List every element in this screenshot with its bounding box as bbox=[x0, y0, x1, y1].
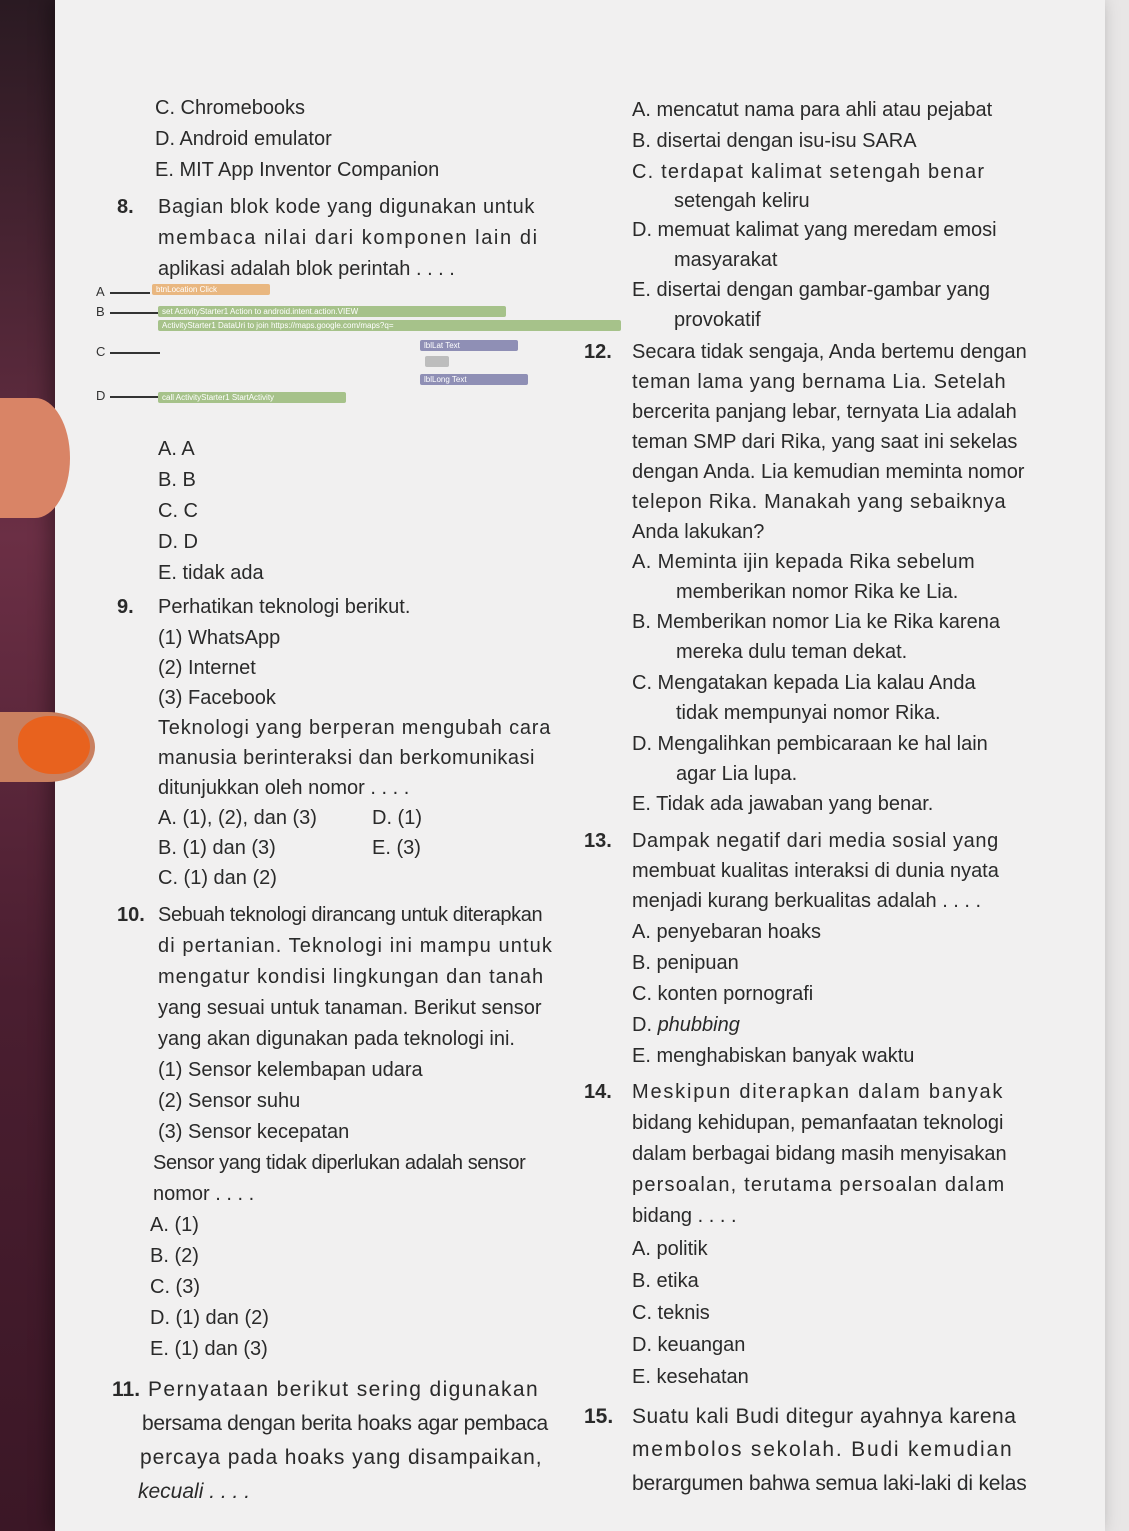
q14-option-e: E. kesehatan bbox=[632, 1366, 749, 1388]
q11-option-a: A. mencatut nama para ahli atau pejabat bbox=[632, 99, 993, 121]
q10-line: Sebuah teknologi dirancang untuk diterapkan bbox=[158, 904, 543, 926]
q10-item: (1) Sensor kelembapan udara bbox=[158, 1059, 423, 1081]
block-text: DataUri bbox=[218, 321, 246, 330]
q8-option-d: D. D bbox=[158, 531, 198, 553]
block-text: lblLong bbox=[424, 375, 450, 384]
q10-line: yang sesuai untuk tanaman. Berikut sensor bbox=[158, 997, 542, 1019]
q8-line: membaca nilai dari komponen lain di bbox=[158, 227, 539, 249]
figure-label-d: D bbox=[96, 388, 106, 403]
q14-line: bidang kehidupan, pemanfaatan teknologi bbox=[632, 1112, 1004, 1134]
block-text: to bbox=[254, 307, 262, 316]
q10-option-e: E. (1) dan (3) bbox=[150, 1338, 268, 1360]
get-lat-block bbox=[420, 340, 518, 351]
q12-line: telepon Rika. Manakah yang sebaiknya bbox=[632, 491, 1007, 513]
q12-line: teman SMP dari Rika, yang saat ini sekelas bbox=[632, 431, 1018, 453]
set-action-block bbox=[158, 306, 506, 317]
q11-line: kecuali . . . . bbox=[138, 1480, 251, 1503]
block-text: lblLat bbox=[424, 341, 444, 350]
q13-line: Dampak negatif dari media sosial yang bbox=[632, 830, 999, 852]
q9-option-a: A. (1), (2), dan (3) bbox=[158, 807, 317, 829]
q9-option-c: C. (1) dan (2) bbox=[158, 867, 277, 889]
q9-option-e: E. (3) bbox=[372, 837, 421, 859]
q10-number: 10. bbox=[117, 904, 145, 926]
q11-option-e-cont: provokatif bbox=[674, 309, 761, 331]
block-text: ActivityStarter1 bbox=[175, 393, 230, 402]
event-block bbox=[152, 284, 270, 295]
q7-option-c: C. Chromebooks bbox=[155, 97, 306, 119]
option-letter: D. bbox=[632, 1014, 658, 1036]
q9-number: 9. bbox=[117, 596, 134, 618]
q10-line: di pertanian. Teknologi ini mampu untuk bbox=[158, 935, 553, 957]
thumb bbox=[0, 398, 70, 518]
get-long-block bbox=[420, 374, 528, 385]
block-text: https://maps.google.com/maps?q= bbox=[270, 321, 394, 330]
q12-option-a: A. Meminta ijin kepada Rika sebelum bbox=[632, 551, 976, 573]
q8-number: 8. bbox=[117, 196, 134, 218]
q9-intro: Perhatikan teknologi berikut. bbox=[158, 596, 411, 618]
q12-number: 12. bbox=[584, 341, 612, 363]
figure-label-b: B bbox=[96, 304, 105, 319]
q12-line: teman lama yang bernama Lia. Setelah bbox=[632, 371, 1007, 393]
call-block bbox=[158, 392, 346, 403]
q8-line: Bagian blok kode yang digunakan untuk bbox=[158, 196, 535, 218]
q11-line: percaya pada hoaks yang disampaikan, bbox=[140, 1446, 543, 1469]
q12-line: Anda lakukan? bbox=[632, 521, 765, 543]
block-text: to bbox=[247, 321, 255, 330]
block-text: ActivityStarter1 bbox=[162, 321, 216, 330]
q12-option-d: D. Mengalihkan pembicaraan ke hal lain bbox=[632, 733, 988, 755]
q14-line: bidang . . . . bbox=[632, 1205, 737, 1227]
q10-option-c: C. (3) bbox=[150, 1276, 200, 1298]
q15-line: Suatu kali Budi ditegur ayahnya karena bbox=[632, 1405, 1017, 1428]
q11-line: Pernyataan berikut sering digunakan bbox=[148, 1378, 540, 1401]
fingernail bbox=[18, 716, 90, 774]
q12-option-c: C. Mengatakan kepada Lia kalau Anda bbox=[632, 672, 976, 694]
q10-option-a: A. (1) bbox=[150, 1214, 199, 1236]
figure-label-a: A bbox=[96, 284, 105, 299]
q14-line: persoalan, terutama persoalan dalam bbox=[632, 1174, 1006, 1196]
q12-option-a-cont: memberikan nomor Rika ke Lia. bbox=[676, 581, 959, 603]
q10-option-b: B. (2) bbox=[150, 1245, 199, 1267]
q9-item: (3) Facebook bbox=[158, 687, 276, 709]
q7-option-e: E. MIT App Inventor Companion bbox=[155, 159, 440, 181]
q8-option-a: A. A bbox=[158, 438, 195, 460]
q9-option-b: B. (1) dan (3) bbox=[158, 837, 276, 859]
q13-option-e: E. menghabiskan banyak waktu bbox=[632, 1045, 915, 1067]
q10-option-d: D. (1) dan (2) bbox=[150, 1307, 269, 1329]
block-text: Click bbox=[199, 285, 217, 294]
q13-line: menjadi kurang berkualitas adalah . . . . bbox=[632, 890, 982, 912]
q15-number: 15. bbox=[584, 1405, 614, 1428]
q9-option-d: D. (1) bbox=[372, 807, 422, 829]
block-text: Action bbox=[230, 307, 253, 316]
q10-item: (3) Sensor kecepatan bbox=[158, 1121, 350, 1143]
q9-item: (2) Internet bbox=[158, 657, 256, 679]
q9-line: ditunjukkan oleh nomor . . . . bbox=[158, 777, 410, 799]
q11-option-d-cont: masyarakat bbox=[674, 249, 778, 271]
q8-option-c: C. C bbox=[158, 500, 198, 522]
block-text: android.intent.action.VIEW bbox=[263, 307, 359, 316]
option-text: phubbing bbox=[657, 1014, 740, 1036]
label-arrow bbox=[110, 352, 160, 354]
q8-line: aplikasi adalah blok perintah . . . . bbox=[158, 258, 455, 280]
q14-option-d: D. keuangan bbox=[632, 1334, 746, 1356]
q13-number: 13. bbox=[584, 830, 612, 852]
code-blocks-figure bbox=[90, 282, 625, 417]
q14-number: 14. bbox=[584, 1081, 612, 1103]
q15-line: berargumen bahwa semua laki-laki di kelas bbox=[632, 1472, 1027, 1495]
block-text: set bbox=[162, 307, 173, 316]
q11-option-e: E. disertai dengan gambar-gambar yang bbox=[632, 279, 990, 301]
block-text: StartActivity bbox=[231, 393, 275, 402]
block-text: btnLocation bbox=[156, 285, 198, 294]
q11-option-c: C. terdapat kalimat setengah benar bbox=[632, 161, 986, 183]
q13-option-c: C. konten pornografi bbox=[632, 983, 814, 1005]
q8-option-e: E. tidak ada bbox=[158, 562, 264, 584]
q13-option-d bbox=[632, 1013, 740, 1037]
q12-option-c-cont: tidak mempunyai nomor Rika. bbox=[676, 702, 941, 724]
q11-number: 11. bbox=[112, 1378, 141, 1401]
q9-line: manusia berinteraksi dan berkomunikasi bbox=[158, 747, 535, 769]
q14-line: Meskipun diterapkan dalam banyak bbox=[632, 1081, 1005, 1103]
q12-option-e: E. Tidak ada jawaban yang benar. bbox=[632, 793, 934, 815]
label-arrow bbox=[110, 292, 150, 294]
q11-line: bersama dengan berita hoaks agar pembaca bbox=[142, 1412, 548, 1435]
q10-line: mengatur kondisi lingkungan dan tanah bbox=[158, 966, 545, 988]
q13-line: membuat kualitas interaksi di dunia nyata bbox=[632, 860, 999, 882]
q10-line: yang akan digunakan pada teknologi ini. bbox=[158, 1028, 515, 1050]
q12-line: bercerita panjang lebar, ternyata Lia adalah bbox=[632, 401, 1017, 423]
q11-option-b: B. disertai dengan isu-isu SARA bbox=[632, 130, 917, 152]
q14-option-b: B. etika bbox=[632, 1270, 699, 1292]
q12-option-d-cont: agar Lia lupa. bbox=[676, 763, 798, 785]
q12-option-b: B. Memberikan nomor Lia ke Rika karena bbox=[632, 611, 1000, 633]
q10-question: Sensor yang tidak diperlukan adalah sensor bbox=[153, 1152, 526, 1174]
comma-block bbox=[425, 356, 449, 367]
q12-line: Secara tidak sengaja, Anda bertemu dengan bbox=[632, 341, 1027, 363]
q14-line: dalam berbagai bidang masih menyisakan bbox=[632, 1143, 1007, 1165]
block-text: join bbox=[256, 321, 269, 330]
label-arrow bbox=[110, 396, 158, 398]
q13-option-b: B. penipuan bbox=[632, 952, 739, 974]
q14-option-a: A. politik bbox=[632, 1238, 708, 1260]
set-datauri-block bbox=[158, 320, 621, 331]
q9-item: (1) WhatsApp bbox=[158, 627, 281, 649]
q15-line: membolos sekolah. Budi kemudian bbox=[632, 1438, 1014, 1461]
q10-item: (2) Sensor suhu bbox=[158, 1090, 301, 1112]
q11-option-d: D. memuat kalimat yang meredam emosi bbox=[632, 219, 997, 241]
q7-option-d: D. Android emulator bbox=[155, 128, 332, 150]
block-text: call bbox=[162, 393, 175, 402]
block-text: ActivityStarter1 bbox=[174, 307, 229, 316]
figure-label-c: C bbox=[96, 344, 106, 359]
q12-line: dengan Anda. Lia kemudian meminta nomor bbox=[632, 461, 1025, 483]
q14-option-c: C. teknis bbox=[632, 1302, 710, 1324]
q13-option-a: A. penyebaran hoaks bbox=[632, 921, 822, 943]
block-text: Text bbox=[445, 341, 460, 350]
q9-line: Teknologi yang berperan mengubah cara bbox=[158, 717, 552, 739]
q10-question: nomor . . . . bbox=[153, 1183, 255, 1205]
q11-option-c-cont: setengah keliru bbox=[674, 190, 810, 212]
block-text: Text bbox=[451, 375, 467, 384]
q8-option-b: B. B bbox=[158, 469, 196, 491]
label-arrow bbox=[110, 312, 158, 314]
q12-option-b-cont: mereka dulu teman dekat. bbox=[676, 641, 908, 663]
